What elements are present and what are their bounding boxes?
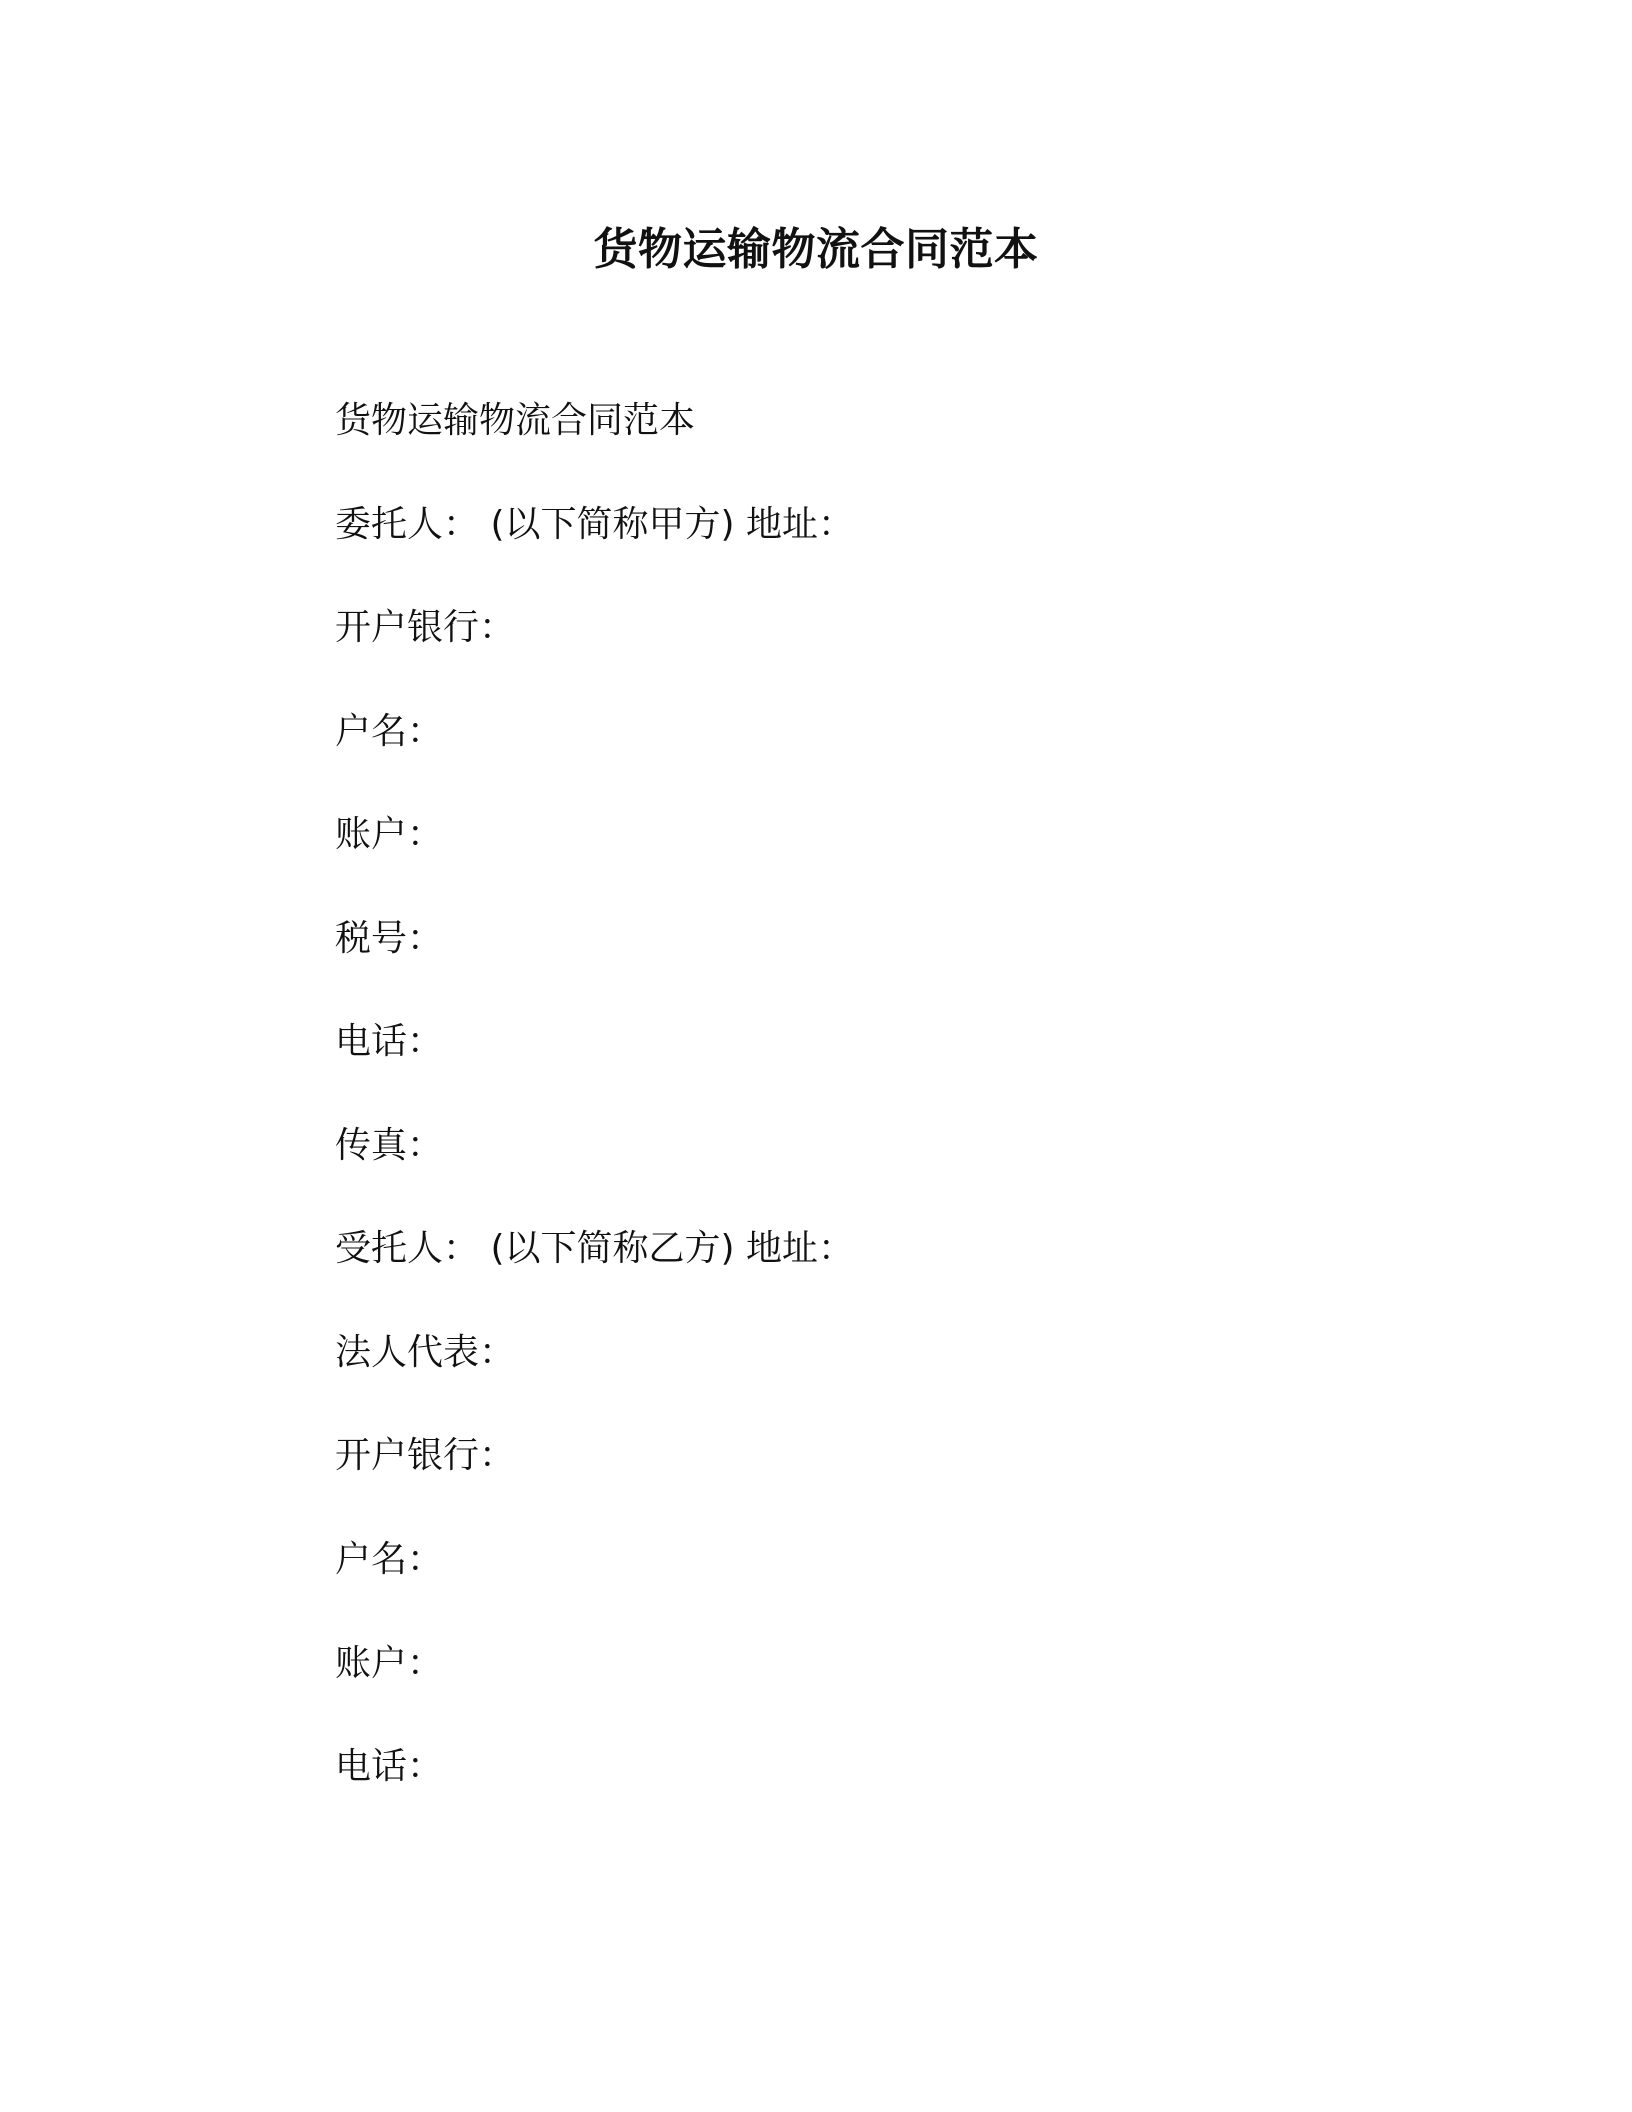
party-a-account-name-line: 户名： bbox=[335, 711, 444, 752]
contract-subtitle: 货物运输物流合同范本 bbox=[335, 400, 696, 441]
principal-address-line: 委托人： (以下简称甲方) 地址： bbox=[335, 504, 854, 545]
party-a-phone-line: 电话： bbox=[335, 1021, 444, 1062]
party-a-fax-line: 传真： bbox=[335, 1125, 444, 1166]
party-a-tax-number-line: 税号： bbox=[335, 918, 444, 959]
trustee-address-line: 受托人： (以下简称乙方) 地址： bbox=[335, 1228, 854, 1269]
document-title: 货物运输物流合同范本 bbox=[593, 224, 1039, 275]
party-a-bank-line: 开户银行： bbox=[335, 607, 516, 648]
party-a-account-line: 账户： bbox=[335, 814, 444, 855]
party-b-account-line: 账户： bbox=[335, 1643, 444, 1684]
party-b-legal-representative-line: 法人代表： bbox=[335, 1332, 516, 1373]
party-b-bank-line: 开户银行： bbox=[335, 1435, 516, 1476]
party-b-account-name-line: 户名： bbox=[335, 1539, 444, 1580]
party-b-phone-line: 电话： bbox=[335, 1746, 444, 1787]
